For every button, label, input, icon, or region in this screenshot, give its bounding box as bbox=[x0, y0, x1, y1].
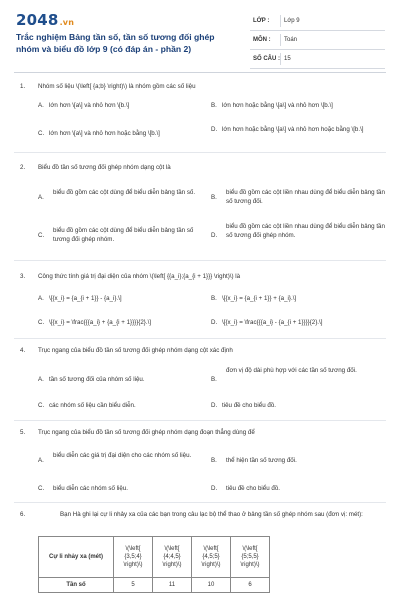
table-cell-frequency: 11 bbox=[153, 578, 192, 593]
option-letter: D. bbox=[211, 402, 218, 409]
question-divider bbox=[14, 502, 386, 503]
meta-value: 15 bbox=[284, 56, 291, 62]
table-cell-group: \(\left[ {5;5,5} \right)\) bbox=[231, 537, 270, 578]
option-letter: B. bbox=[211, 295, 217, 302]
option-letter: D. bbox=[211, 319, 218, 326]
frequency-table bbox=[38, 536, 270, 593]
question-stem: Biểu đồ tần số tương đối ghép nhóm dạng cột là bbox=[38, 164, 171, 171]
question-number: 1. bbox=[20, 83, 26, 90]
option-letter: C. bbox=[38, 130, 45, 137]
option-text: \[{x_i} = \frac{{{a_i} + {a_{i + 1}}}}{2}.\] bbox=[49, 319, 152, 326]
option-letter: C. bbox=[38, 402, 45, 409]
table-cell-frequency: 6 bbox=[231, 578, 270, 593]
question-number: 2. bbox=[20, 164, 26, 171]
option-text: \[{x_i} = \frac{{{a_i} - {a_{i + 1}}}}{2}.\] bbox=[222, 319, 323, 326]
meta-label: MÔN : bbox=[253, 37, 271, 43]
option-letter: A. bbox=[38, 194, 44, 201]
question-stem: Công thức tính giá trị đại diện của nhóm \(\left[ {{a_i};{a_{i + 1}}} \right)\) là bbox=[38, 273, 241, 280]
option-text: các nhóm số liệu cần biểu diễn. bbox=[49, 402, 136, 409]
question-number: 4. bbox=[20, 347, 26, 354]
option-letter: C. bbox=[38, 232, 45, 239]
meta-label: SỐ CÂU : bbox=[253, 56, 280, 62]
question-divider bbox=[14, 420, 386, 421]
option-text: \[{x_i} = {a_{i + 1}} + {a_i}.\] bbox=[222, 295, 297, 302]
option-letter: D. bbox=[211, 126, 218, 133]
question-number: 3. bbox=[20, 273, 26, 280]
option-text: \[{x_i} = {a_{i + 1}} - {a_i}.\] bbox=[49, 295, 122, 302]
option-letter: D. bbox=[211, 232, 218, 239]
question-divider bbox=[14, 152, 386, 153]
question-stem: Trục ngang của biểu đồ tần số tương đối ghép nhóm dạng đoạn thẳng dùng để bbox=[38, 429, 255, 436]
question-divider bbox=[14, 260, 386, 261]
option-text: tiêu đề cho biểu đồ. bbox=[222, 402, 277, 409]
logo-suffix: .vn bbox=[59, 18, 75, 27]
table-row bbox=[39, 578, 270, 593]
option-letter: B. bbox=[211, 376, 217, 383]
option-letter: C. bbox=[38, 485, 45, 492]
table-row bbox=[39, 537, 270, 578]
option-text: lớn hơn hoặc bằng \[a\] và nhỏ hơn hoặc bằng \[b.\] bbox=[222, 126, 364, 133]
option-letter: D. bbox=[211, 485, 218, 492]
meta-row-count bbox=[250, 50, 385, 69]
table-cell-group: \(\left[ {4,5;5} \right)\) bbox=[192, 537, 231, 578]
option-text: tần số tương đối của nhóm số liệu. bbox=[49, 376, 145, 383]
option-letter: B. bbox=[211, 102, 217, 109]
table-cell-group: \(\left[ {4;4,5} \right)\) bbox=[153, 537, 192, 578]
question-stem: Nhóm số liệu \(\left[ {a;b} \right)\) là nhóm gồm các số liệu bbox=[38, 83, 196, 90]
option-text: thể hiện tần số tương đối. bbox=[226, 457, 297, 464]
meta-info-box bbox=[250, 12, 385, 69]
option-letter: A. bbox=[38, 457, 44, 464]
option-text: biểu đồ gồm các cột dùng để biểu diễn bảng tần số. bbox=[53, 189, 196, 196]
meta-row-subject bbox=[250, 31, 385, 50]
option-text: lớn hơn hoặc bằng \[a\] và nhỏ hơn \[b.\] bbox=[222, 102, 333, 109]
question-stem: Trục ngang của biểu đồ tần số tương đối ghép nhóm dạng cột xác định bbox=[38, 347, 233, 354]
option-letter: A. bbox=[38, 376, 44, 383]
table-cell-frequency: 5 bbox=[114, 578, 153, 593]
option-text: biểu đồ gồm các cột liền nhau dùng để biểu diễn bảng tần số tương đối ghép nhóm. bbox=[226, 223, 385, 239]
option-text: biểu đồ gồm các cột liền nhau dùng để biểu diễn bảng tần số tương đối. bbox=[226, 189, 385, 205]
meta-label: LỚP : bbox=[253, 18, 270, 24]
option-letter: C. bbox=[38, 319, 45, 326]
option-letter: B. bbox=[211, 457, 217, 464]
option-text: biểu diễn các nhóm số liệu. bbox=[53, 485, 128, 492]
question-number: 5. bbox=[20, 429, 26, 436]
option-text: biểu đồ gồm các cột dùng để biểu diễn bảng tần số tương đối ghép nhóm. bbox=[53, 227, 194, 243]
option-letter: B. bbox=[211, 194, 217, 201]
meta-value: Lớp 9 bbox=[284, 18, 300, 24]
question-divider bbox=[14, 338, 386, 339]
site-logo[interactable] bbox=[16, 11, 74, 29]
meta-row-class bbox=[250, 12, 385, 31]
page-title: Trắc nghiệm Bảng tần số, tần số tương đối ghép nhóm và biểu đồ lớp 9 (có đáp án - phần 2) bbox=[16, 32, 215, 54]
table-header-cell: Tần số bbox=[39, 578, 114, 593]
table-cell-group: \(\left[ {3,5;4} \right)\) bbox=[114, 537, 153, 578]
logo-text: 2048 bbox=[16, 11, 59, 29]
option-text: biểu diễn các giá trị đại diện cho các nhóm số liệu. bbox=[53, 452, 192, 459]
table-cell-frequency: 10 bbox=[192, 578, 231, 593]
meta-value: Toán bbox=[284, 37, 298, 43]
question-number: 6. bbox=[20, 511, 26, 518]
question-stem: Bạn Hà ghi lại cự li nhảy xa của các bạn trong câu lạc bộ thể thao ở bảng tần số ghép nhóm sau (đơn vị: mét): bbox=[60, 511, 363, 518]
option-letter: A. bbox=[38, 102, 44, 109]
option-text: lớn hơn \[a\] và nhỏ hơn hoặc bằng \[b.\] bbox=[49, 130, 160, 137]
option-text: lớn hơn \[a\] và nhỏ hơn \[b.\] bbox=[49, 102, 130, 109]
table-header-cell: Cự li nhảy xa (mét) bbox=[39, 537, 114, 578]
option-text: đơn vị độ dài phù hợp với các tần số tương đối. bbox=[226, 367, 357, 374]
header-divider bbox=[14, 72, 386, 73]
option-text: tiêu đề cho biểu đồ. bbox=[226, 485, 281, 492]
option-letter: A. bbox=[38, 295, 44, 302]
